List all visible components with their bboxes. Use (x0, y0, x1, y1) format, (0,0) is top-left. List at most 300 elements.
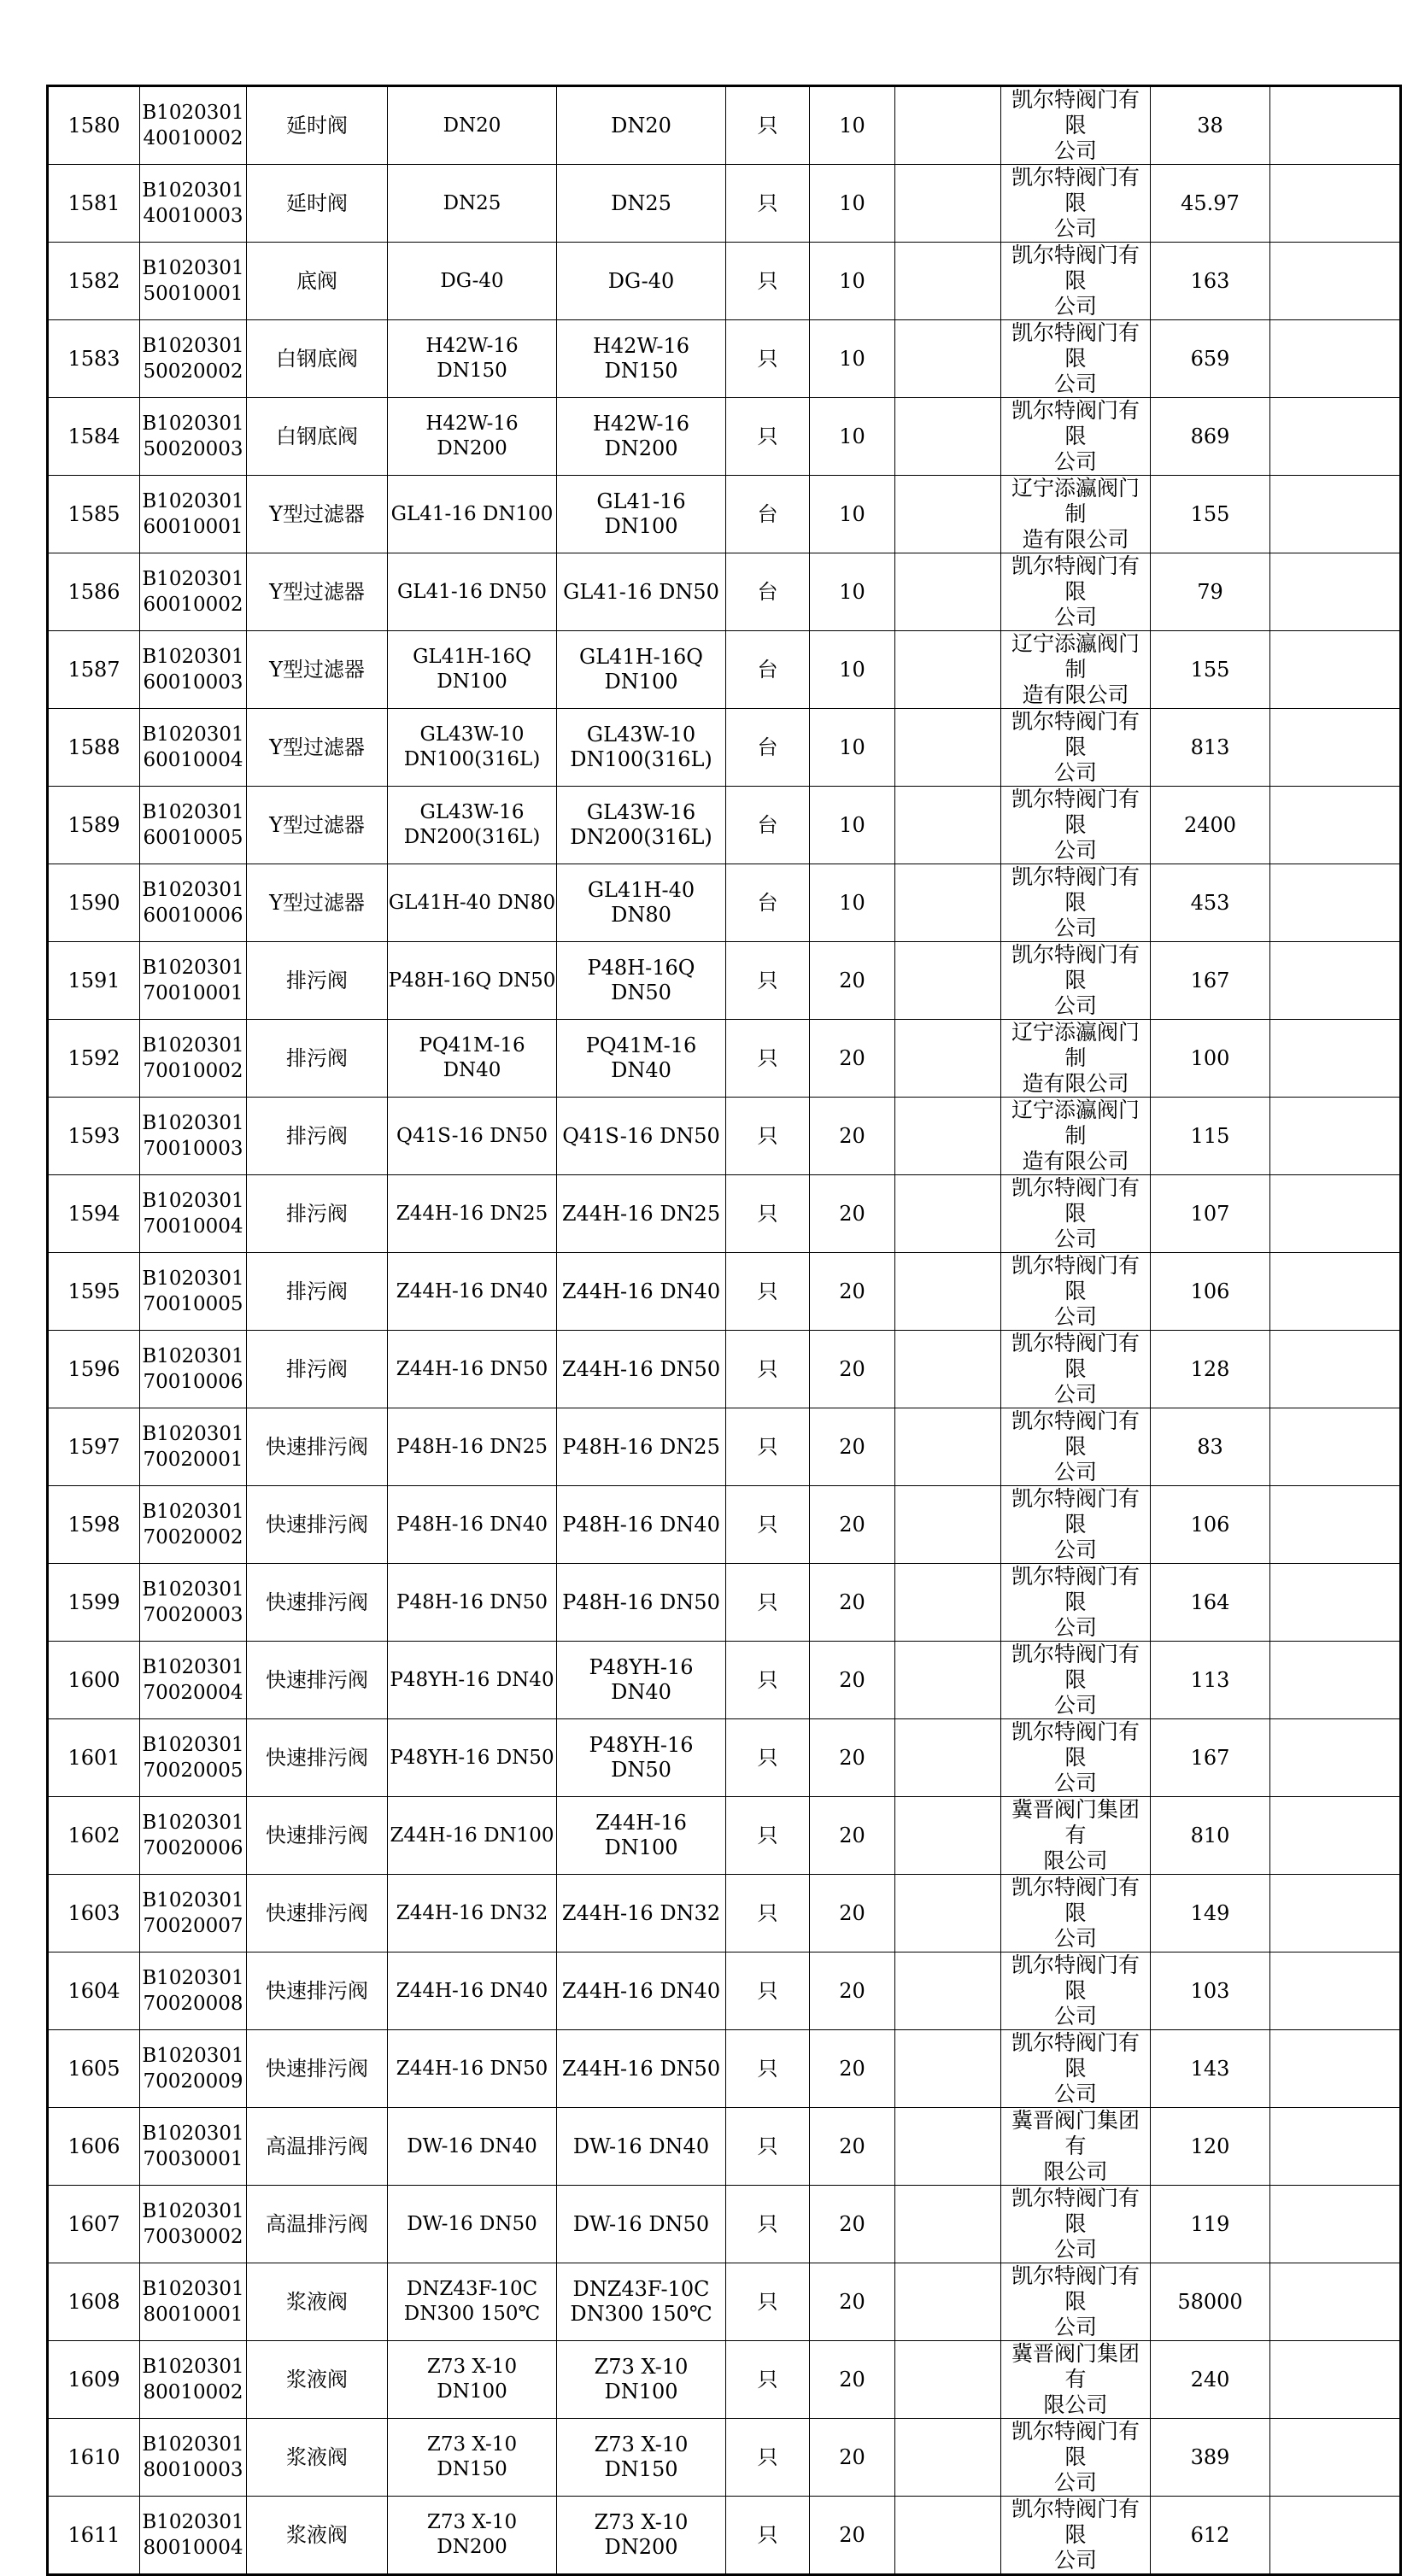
supplier-cell (1001, 553, 1151, 631)
supplier-cell-line: 公司 (1053, 372, 1097, 396)
material-code-cell-line: B1020301 (142, 102, 244, 124)
note-cell (895, 1408, 1001, 1486)
quantity-cell: 20 (810, 1486, 895, 1564)
material-code-cell-line: 40010002 (143, 127, 243, 149)
supplier-cell-line: 公司 (1053, 761, 1097, 785)
model-cell (557, 1020, 726, 1098)
model-cell-line: DN100 (604, 2380, 678, 2403)
material-code-cell-line: B1020301 (142, 1812, 244, 1834)
material-code-cell (140, 2341, 247, 2419)
price-cell: 810 (1151, 1797, 1270, 1875)
model-cell (557, 1486, 726, 1564)
supplier-cell (1001, 1875, 1151, 1952)
table-row (48, 2263, 1401, 2341)
material-code-cell (140, 1253, 247, 1331)
row-number-cell: 1597 (48, 1408, 140, 1486)
price-cell: 612 (1151, 2497, 1270, 2575)
specification-cell-line: GL43W-16 (419, 801, 525, 823)
material-code-cell-line: 60010001 (143, 516, 243, 538)
table-body (48, 86, 1401, 2575)
unit-cell: 台 (726, 709, 810, 787)
quantity-cell: 20 (810, 1797, 895, 1875)
supplier-cell (1001, 1175, 1151, 1253)
item-name-cell: 延时阀 (247, 165, 388, 243)
model-cell-line: DNZ43F-10C (572, 2277, 710, 2301)
quantity-cell: 10 (810, 709, 895, 787)
item-name-cell: 排污阀 (247, 1175, 388, 1253)
price-cell: 143 (1151, 2030, 1270, 2108)
note-cell (895, 709, 1001, 787)
supplier-cell-line: 造有限公司 (1022, 1072, 1129, 1096)
table-row (48, 1020, 1401, 1098)
supplier-cell-line: 公司 (1053, 1927, 1097, 1951)
supplier-cell-line: 造有限公司 (1022, 1150, 1129, 1174)
remark-cell (1270, 1331, 1401, 1408)
model-cell (557, 2341, 726, 2419)
material-code-cell-line: B1020301 (142, 490, 244, 512)
supplier-cell-line: 凯尔特阀门有限 (1011, 787, 1140, 837)
material-code-cell-line: 70020003 (143, 1604, 243, 1626)
remark-cell (1270, 2030, 1401, 2108)
supplier-cell-line: 公司 (1053, 1461, 1097, 1484)
item-name-cell: 底阀 (247, 243, 388, 320)
supplier-cell-line: 公司 (1053, 2005, 1097, 2029)
material-code-cell-line: B1020301 (142, 2433, 244, 2456)
table-row (48, 1408, 1401, 1486)
note-cell (895, 553, 1001, 631)
model-cell-line: Z44H-16 DN32 (561, 1900, 721, 1925)
remark-cell (1270, 320, 1401, 398)
note-cell (895, 2108, 1001, 2186)
material-code-cell-line: 70010006 (143, 1371, 243, 1393)
note-cell (895, 243, 1001, 320)
note-cell (895, 2186, 1001, 2263)
quantity-cell: 20 (810, 2341, 895, 2419)
quantity-cell: 20 (810, 1719, 895, 1797)
supplier-cell-line: 公司 (1053, 916, 1097, 940)
material-code-cell (140, 1486, 247, 1564)
item-name-cell: 浆液阀 (247, 2419, 388, 2497)
model-cell-line: GL43W-10 (586, 723, 696, 746)
supplier-cell-line: 限公司 (1043, 2393, 1108, 2417)
specification-cell (388, 1797, 557, 1875)
price-table (46, 85, 1402, 2576)
quantity-cell: 10 (810, 864, 895, 942)
material-code-cell (140, 1952, 247, 2030)
note-cell (895, 2497, 1001, 2575)
remark-cell (1270, 476, 1401, 553)
material-code-cell-line: B1020301 (142, 1345, 244, 1367)
quantity-cell: 10 (810, 398, 895, 476)
material-code-cell-line: 70020006 (143, 1837, 243, 1859)
quantity-cell: 10 (810, 165, 895, 243)
supplier-cell-line: 公司 (1053, 2315, 1097, 2339)
material-code-cell (140, 476, 247, 553)
supplier-cell-line: 冀晋阀门集团有 (1011, 2109, 1140, 2158)
note-cell (895, 2030, 1001, 2108)
supplier-cell (1001, 1020, 1151, 1098)
remark-cell (1270, 1175, 1401, 1253)
material-code-cell-line: B1020301 (142, 2200, 244, 2222)
material-code-cell (140, 320, 247, 398)
unit-cell: 台 (726, 864, 810, 942)
material-code-cell-line: B1020301 (142, 723, 244, 746)
supplier-cell (1001, 1098, 1151, 1175)
row-number-cell: 1590 (48, 864, 140, 942)
specification-cell (388, 2186, 557, 2263)
model-cell-line: DN25 (611, 190, 671, 215)
row-number-cell: 1609 (48, 2341, 140, 2419)
quantity-cell: 20 (810, 2108, 895, 2186)
quantity-cell: 20 (810, 1952, 895, 2030)
note-cell (895, 86, 1001, 165)
item-name-cell: 快速排污阀 (247, 1719, 388, 1797)
model-cell (557, 86, 726, 165)
model-cell-line: Z44H-16 DN25 (561, 1201, 721, 1226)
unit-cell: 只 (726, 1797, 810, 1875)
supplier-cell-line: 冀晋阀门集团有 (1011, 1798, 1140, 1847)
material-code-cell-line: 60010005 (143, 827, 243, 849)
unit-cell: 只 (726, 2341, 810, 2419)
specification-cell (388, 1408, 557, 1486)
supplier-cell (1001, 320, 1151, 398)
material-code-cell (140, 1020, 247, 1098)
specification-cell (388, 2497, 557, 2575)
model-cell (557, 2497, 726, 2575)
supplier-cell-line: 公司 (1053, 1694, 1097, 1718)
material-code-cell-line: 40010003 (143, 205, 243, 227)
model-cell (557, 320, 726, 398)
specification-cell-line: DNZ43F-10C (406, 2278, 538, 2300)
specification-cell-line: H42W-16 DN150 (425, 335, 519, 382)
supplier-cell (1001, 1719, 1151, 1797)
supplier-cell (1001, 1564, 1151, 1642)
supplier-cell (1001, 2030, 1151, 2108)
specification-cell (388, 1564, 557, 1642)
remark-cell (1270, 2419, 1401, 2497)
supplier-cell-line: 凯尔特阀门有限 (1011, 554, 1140, 604)
item-name-cell: 排污阀 (247, 1020, 388, 1098)
item-name-cell: 排污阀 (247, 1098, 388, 1175)
material-code-cell-line: 50020002 (143, 360, 243, 383)
supplier-cell (1001, 1486, 1151, 1564)
specification-cell-line: DG-40 (440, 269, 504, 292)
specification-cell-line: PQ41M-16 DN40 (419, 1034, 525, 1081)
model-cell-line: Z44H-16 DN40 (561, 1279, 721, 1303)
material-code-cell (140, 864, 247, 942)
table-row (48, 631, 1401, 709)
supplier-cell (1001, 1253, 1151, 1331)
specification-cell-line: DN200(316L) (403, 826, 541, 848)
specification-cell (388, 942, 557, 1020)
specification-cell-line: P48YH-16 DN40 (390, 1668, 554, 1691)
row-number-cell: 1588 (48, 709, 140, 787)
model-cell-line: DN100(316L) (570, 747, 712, 771)
row-number-cell: 1595 (48, 1253, 140, 1331)
unit-cell: 只 (726, 1253, 810, 1331)
price-table-page (46, 85, 1399, 2573)
material-code-cell-line: B1020301 (142, 1889, 244, 1912)
material-code-cell-line: 70010001 (143, 982, 243, 1004)
note-cell (895, 1952, 1001, 2030)
material-code-cell-line: 70020001 (143, 1449, 243, 1471)
row-number-cell: 1585 (48, 476, 140, 553)
unit-cell: 只 (726, 2108, 810, 2186)
specification-cell (388, 1098, 557, 1175)
supplier-cell-line: 凯尔特阀门有限 (1011, 1565, 1140, 1614)
item-name-cell: 排污阀 (247, 1331, 388, 1408)
model-cell (557, 1642, 726, 1719)
specification-cell-line: P48H-16 DN25 (396, 1435, 548, 1458)
supplier-cell-line: 公司 (1053, 217, 1097, 241)
row-number-cell: 1581 (48, 165, 140, 243)
table-row (48, 2186, 1401, 2263)
material-code-cell-line: 70010002 (143, 1060, 243, 1082)
material-code-cell (140, 1175, 247, 1253)
note-cell (895, 787, 1001, 864)
specification-cell-line: P48H-16 DN50 (396, 1590, 548, 1613)
specification-cell-line: DW-16 DN50 (407, 2212, 537, 2235)
material-code-cell-line: 70010004 (143, 1215, 243, 1238)
material-code-cell-line: B1020301 (142, 568, 244, 590)
row-number-cell: 1611 (48, 2497, 140, 2575)
note-cell (895, 1642, 1001, 1719)
remark-cell (1270, 1408, 1401, 1486)
supplier-cell-line: 辽宁添瀛阀门制 (1011, 1021, 1140, 1070)
supplier-cell-line: 公司 (1053, 1771, 1097, 1795)
table-row (48, 1331, 1401, 1408)
price-cell: 113 (1151, 1642, 1270, 1719)
item-name-cell: 快速排污阀 (247, 1952, 388, 2030)
price-cell: 163 (1151, 243, 1270, 320)
model-cell-line: DN200 (604, 2535, 678, 2559)
model-cell-line: GL41H-40 DN80 (587, 878, 695, 927)
model-cell-line: Z73 X-10 (594, 2510, 689, 2534)
supplier-cell-line: 公司 (1053, 1538, 1097, 1562)
table-row (48, 476, 1401, 553)
supplier-cell-line: 辽宁添瀛阀门制 (1011, 632, 1140, 682)
specification-cell-line: GL43W-10 (419, 723, 525, 746)
material-code-cell (140, 1875, 247, 1952)
material-code-cell-line: 70010005 (143, 1293, 243, 1315)
specification-cell (388, 1175, 557, 1253)
material-code-cell (140, 553, 247, 631)
material-code-cell-line: 80010003 (143, 2459, 243, 2481)
quantity-cell: 20 (810, 1020, 895, 1098)
specification-cell-line: P48H-16 DN40 (396, 1513, 548, 1536)
specification-cell-line: Z44H-16 DN50 (396, 2057, 548, 2080)
table-row (48, 1175, 1401, 1253)
material-code-cell-line: B1020301 (142, 2278, 244, 2300)
quantity-cell: 10 (810, 86, 895, 165)
material-code-cell-line: 70020005 (143, 1759, 243, 1782)
table-row (48, 2030, 1401, 2108)
item-name-cell: Y型过滤器 (247, 709, 388, 787)
model-cell-line: DN150 (604, 2457, 678, 2481)
model-cell-line: Z73 X-10 (594, 2355, 689, 2379)
model-cell-line: DW-16 DN40 (572, 2134, 710, 2158)
material-code-cell (140, 1564, 247, 1642)
supplier-cell-line: 凯尔特阀门有限 (1011, 1876, 1140, 1925)
row-number-cell: 1592 (48, 1020, 140, 1098)
unit-cell: 台 (726, 631, 810, 709)
quantity-cell: 20 (810, 1175, 895, 1253)
supplier-cell (1001, 1408, 1151, 1486)
specification-cell-line: DN300 150℃ (403, 2303, 541, 2325)
model-cell-line: PQ41M-16 DN40 (585, 1033, 697, 1082)
model-cell (557, 2263, 726, 2341)
quantity-cell: 20 (810, 2497, 895, 2575)
quantity-cell: 20 (810, 2419, 895, 2497)
supplier-cell (1001, 2263, 1151, 2341)
unit-cell: 只 (726, 165, 810, 243)
item-name-cell: 快速排污阀 (247, 1875, 388, 1952)
specification-cell (388, 1020, 557, 1098)
item-name-cell: 延时阀 (247, 86, 388, 165)
supplier-cell-line: 凯尔特阀门有限 (1011, 2420, 1140, 2469)
price-cell: 58000 (1151, 2263, 1270, 2341)
note-cell (895, 320, 1001, 398)
supplier-cell-line: 公司 (1053, 839, 1097, 863)
note-cell (895, 1175, 1001, 1253)
table-row (48, 1564, 1401, 1642)
material-code-cell-line: 70020002 (143, 1526, 243, 1549)
model-cell (557, 1331, 726, 1408)
supplier-cell (1001, 631, 1151, 709)
model-cell-line: DN100 (604, 670, 678, 694)
supplier-cell (1001, 2419, 1151, 2497)
quantity-cell: 10 (810, 476, 895, 553)
model-cell (557, 1564, 726, 1642)
material-code-cell (140, 1642, 247, 1719)
item-name-cell: 快速排污阀 (247, 1642, 388, 1719)
supplier-cell (1001, 1797, 1151, 1875)
specification-cell (388, 631, 557, 709)
table-row (48, 1253, 1401, 1331)
specification-cell (388, 1719, 557, 1797)
material-code-cell (140, 86, 247, 165)
specification-cell (388, 2030, 557, 2108)
remark-cell (1270, 1253, 1401, 1331)
material-code-cell-line: 70020007 (143, 1915, 243, 1937)
model-cell (557, 2108, 726, 2186)
specification-cell (388, 1875, 557, 1952)
material-code-cell-line: 60010002 (143, 594, 243, 616)
supplier-cell-line: 辽宁添瀛阀门制 (1011, 477, 1140, 526)
note-cell (895, 1020, 1001, 1098)
item-name-cell: Y型过滤器 (247, 787, 388, 864)
model-cell-line: Z44H-16 DN100 (595, 1811, 687, 1859)
row-number-cell: 1594 (48, 1175, 140, 1253)
specification-cell (388, 2341, 557, 2419)
model-cell (557, 709, 726, 787)
specification-cell (388, 1952, 557, 2030)
price-cell: 659 (1151, 320, 1270, 398)
supplier-cell-line: 公司 (1053, 1305, 1097, 1329)
supplier-cell-line: 公司 (1053, 450, 1097, 474)
material-code-cell-line: 60010006 (143, 905, 243, 927)
quantity-cell: 20 (810, 942, 895, 1020)
note-cell (895, 1875, 1001, 1952)
specification-cell-line: Z44H-16 DN32 (396, 1901, 548, 1924)
material-code-cell-line: 70030001 (143, 2148, 243, 2170)
material-code-cell-line: B1020301 (142, 335, 244, 357)
model-cell (557, 1719, 726, 1797)
table-row (48, 1642, 1401, 1719)
specification-cell (388, 398, 557, 476)
material-code-cell-line: B1020301 (142, 413, 244, 435)
price-cell: 119 (1151, 2186, 1270, 2263)
material-code-cell (140, 2419, 247, 2497)
price-cell: 45.97 (1151, 165, 1270, 243)
supplier-cell-line: 限公司 (1043, 1849, 1108, 1873)
specification-cell-line: P48YH-16 DN50 (390, 1746, 554, 1769)
table-row (48, 787, 1401, 864)
material-code-cell-line: 80010002 (143, 2381, 243, 2403)
item-name-cell: Y型过滤器 (247, 476, 388, 553)
price-cell: 149 (1151, 1875, 1270, 1952)
specification-cell (388, 320, 557, 398)
specification-cell (388, 1253, 557, 1331)
model-cell (557, 1175, 726, 1253)
row-number-cell: 1587 (48, 631, 140, 709)
material-code-cell (140, 1408, 247, 1486)
supplier-cell-line: 凯尔特阀门有限 (1011, 1332, 1140, 1381)
table-row (48, 2419, 1401, 2497)
unit-cell: 只 (726, 1642, 810, 1719)
material-code-cell-line: 70020004 (143, 1682, 243, 1704)
specification-cell-line: Z44H-16 DN40 (396, 1979, 548, 2002)
model-cell (557, 942, 726, 1020)
specification-cell-line: DN20 (443, 114, 501, 137)
quantity-cell: 20 (810, 1331, 895, 1408)
price-cell: 115 (1151, 1098, 1270, 1175)
unit-cell: 台 (726, 787, 810, 864)
note-cell (895, 1797, 1001, 1875)
supplier-cell (1001, 1952, 1151, 2030)
remark-cell (1270, 2497, 1401, 2575)
model-cell (557, 2030, 726, 2108)
item-name-cell: 快速排污阀 (247, 2030, 388, 2108)
specification-cell (388, 787, 557, 864)
item-name-cell: 排污阀 (247, 1253, 388, 1331)
supplier-cell (1001, 476, 1151, 553)
supplier-cell-line: 凯尔特阀门有限 (1011, 943, 1140, 992)
supplier-cell-line: 凯尔特阀门有限 (1011, 865, 1140, 915)
quantity-cell: 10 (810, 787, 895, 864)
specification-cell-line: DN100 (437, 670, 507, 693)
remark-cell (1270, 709, 1401, 787)
specification-cell-line: Z73 X-10 (426, 2511, 518, 2533)
quantity-cell: 10 (810, 320, 895, 398)
price-cell: 453 (1151, 864, 1270, 942)
supplier-cell-line: 公司 (1053, 1227, 1097, 1251)
note-cell (895, 631, 1001, 709)
specification-cell (388, 165, 557, 243)
material-code-cell-line: B1020301 (142, 1734, 244, 1756)
quantity-cell: 20 (810, 1642, 895, 1719)
unit-cell: 只 (726, 1564, 810, 1642)
supplier-cell-line: 凯尔特阀门有限 (1011, 2187, 1140, 2236)
specification-cell (388, 2419, 557, 2497)
item-name-cell: 快速排污阀 (247, 1486, 388, 1564)
remark-cell (1270, 787, 1401, 864)
item-name-cell: 白钢底阀 (247, 320, 388, 398)
material-code-cell (140, 709, 247, 787)
quantity-cell: 10 (810, 631, 895, 709)
model-cell-line: P48H-16 DN50 (562, 1590, 720, 1614)
item-name-cell: Y型过滤器 (247, 553, 388, 631)
